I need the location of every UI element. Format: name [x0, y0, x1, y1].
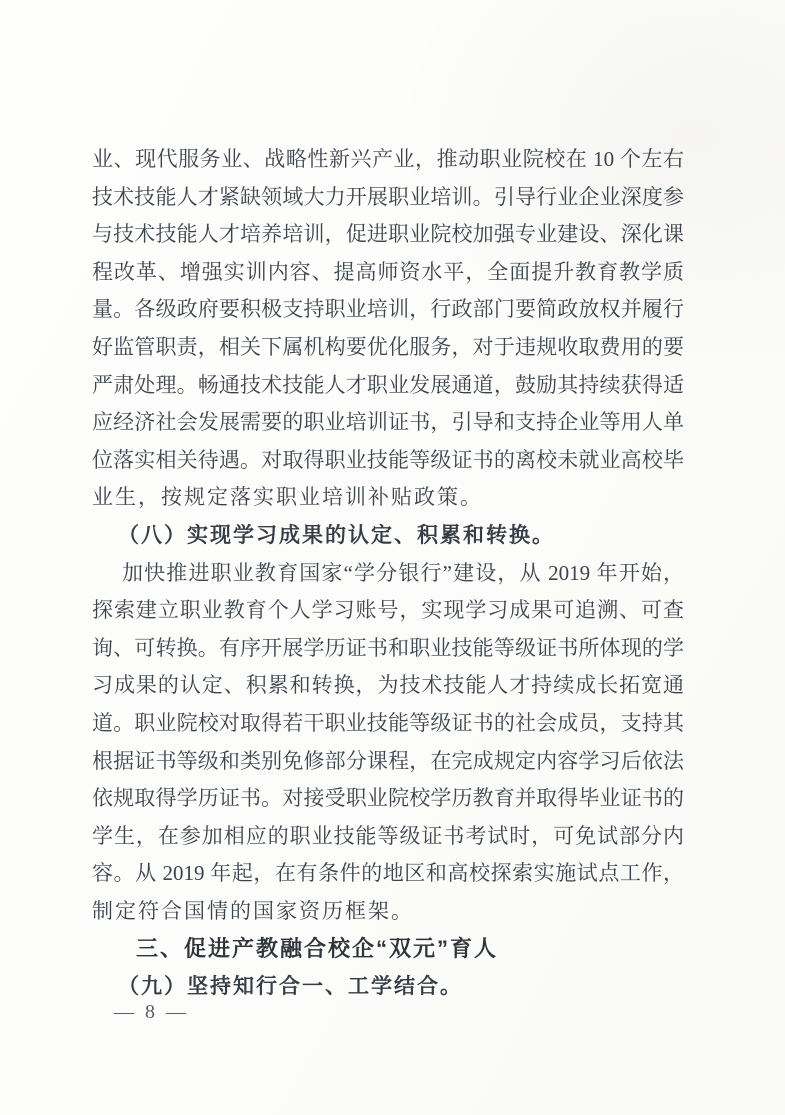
document-line: 程改革、增强实训内容、提高师资水平，全面提升教育教学质: [92, 259, 684, 284]
document-line: 好监管职责，相关下属机构要优化服务，对于违规收取费用的要: [92, 334, 684, 359]
document-line: 制定符合国情的国家资历框架。: [92, 898, 414, 923]
document-line: 量。各级政府要积极支持职业培训，行政部门要简政放权并履行: [92, 297, 684, 322]
document-line: 位落实相关待遇。对取得职业技能等级证书的离校未就业高校毕: [92, 447, 684, 472]
section-heading-line: 三、促进产教融合校企“双元”育人: [136, 936, 499, 962]
document-line: 习成果的认定、积累和转换，为技术技能人才持续成长拓宽通: [92, 673, 684, 698]
document-line: 询、可转换。有序开展学历证书和职业技能等级证书所体现的学: [92, 635, 684, 660]
document-line: 探索建立职业教育个人学习账号，实现学习成果可追溯、可查: [92, 598, 684, 623]
document-line: 与技术技能人才培养培训，促进职业院校加强专业建设、深化课: [92, 222, 684, 247]
document-line: 容。从 2019 年起，在有条件的地区和高校探索实施试点工作，: [92, 861, 684, 886]
document-line: 依规取得学历证书。对接受职业院校学历教育并取得毕业证书的: [92, 786, 684, 811]
document-line: 根据证书等级和类别免修部分课程，在完成规定内容学习后依法: [92, 748, 684, 773]
item-heading-line: （八）实现学习成果的认定、积累和转换。: [118, 522, 555, 547]
document-line: 加快推进职业教育国家“学分银行”建设，从 2019 年开始，: [122, 560, 684, 585]
item-heading-line: （九）坚持知行合一、工学结合。: [118, 974, 463, 999]
document-line: 业、现代服务业、战略性新兴产业，推动职业院校在 10 个左右: [92, 147, 684, 171]
text-block: [92, 141, 684, 1006]
document-line: 严肃处理。畅通技术技能人才职业发展通道，鼓励其持续获得适: [92, 372, 684, 397]
document-line: 道。职业院校对取得若干职业技能等级证书的社会成员，支持其: [92, 710, 684, 735]
page-number: — 8 —: [114, 1001, 189, 1023]
document-line: 技术技能人才紧缺领域大力开展职业培训。引导行业企业深度参: [92, 184, 684, 209]
document-line: 应经济社会发展需要的职业培训证书，引导和支持企业等用人单: [92, 410, 684, 435]
document-line: 业生，按规定落实职业培训补贴政策。: [92, 485, 483, 510]
document-line: 学生，在参加相应的职业技能等级证书考试时，可免试部分内: [92, 823, 684, 848]
